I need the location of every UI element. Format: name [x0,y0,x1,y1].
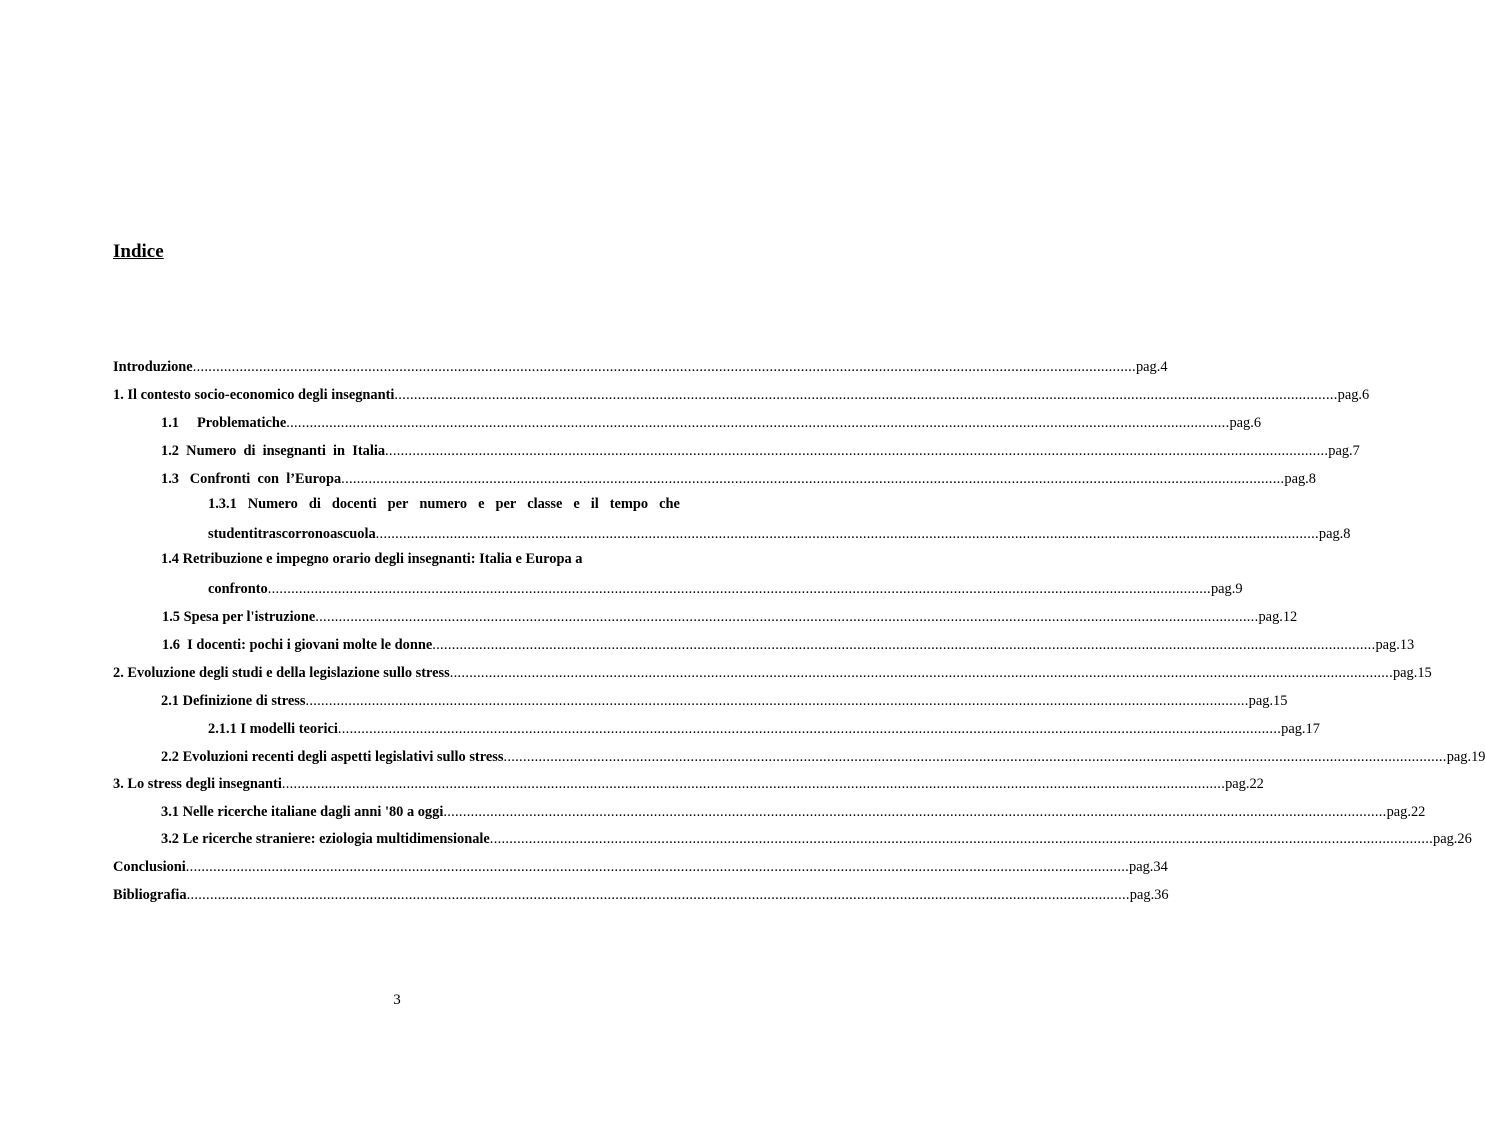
word: trascorrono [257,526,331,542]
toc-entry-page: pag.15 [1392,665,1432,681]
word: per [495,496,517,512]
toc-entry-label: 3. Lo stress degli insegnanti [113,776,282,792]
toc-entry-page: pag.22 [1386,804,1426,820]
toc-entry-label: 1.1 Problematiche [161,415,287,431]
toc-entry-1-2[interactable] [161,438,1360,460]
word: che [659,496,680,512]
toc-entry-page: pag.22 [1225,776,1264,792]
toc-entry-page: pag.7 [1328,443,1360,459]
toc-entry-conclusioni[interactable] [113,854,1168,876]
toc-entry-page: pag.9 [1210,581,1243,597]
toc-entry-label: confronto [208,581,268,597]
toc-entry-page: pag.6 [1337,387,1370,403]
dot-leader: .................................................................................................................................................................................................................................................. [185,859,1130,875]
word: Numero [247,496,298,512]
toc-entry-introduzione[interactable] [113,354,1168,376]
dot-leader: .................................................................................................................................................................................................................................................. [286,415,1230,431]
toc-entry-label: 1.5 Spesa per l'istruzione [162,609,316,625]
word: per [387,496,409,512]
toc-entry-1-6[interactable] [162,632,1415,654]
toc-entry-page: pag.34 [1129,859,1168,875]
dot-leader: .................................................................................................................................................................................................................................................. [503,749,1447,765]
toc-entry-page: pag.36 [1129,887,1169,903]
dot-leader: .................................................................................................................................................................................................................................................. [337,721,1282,737]
toc-entry-label: Conclusioni [113,859,186,875]
toc-entry-1-3-1-line1[interactable] [208,496,680,513]
toc-entry-label: Introduzione [113,359,193,375]
dot-leader: .................................................................................................................................................................................................................................................. [281,776,1226,792]
toc-entry-chapter-1[interactable] [113,382,1370,404]
toc-entry-1-4-line1[interactable]: 1.4 Retribuzione e impegno orario degli insegnanti: Italia e Europa a [161,551,583,567]
word: numero [419,496,468,512]
toc-entry-label [208,526,376,543]
toc-entry-label: 1.3 Confronti con l’Europa [161,471,342,487]
word: e [573,496,580,512]
toc-entry-label: 2.2 Evoluzioni recenti degli aspetti legislativi sullo stress [161,749,504,765]
page-title: Indice [113,241,164,262]
toc-entry-page: pag.17 [1281,721,1320,737]
toc-entry-page: pag.4 [1135,359,1168,375]
toc-entry-1-3[interactable] [161,466,1316,488]
toc-entry-chapter-3[interactable] [113,771,1264,793]
toc-entry-1-1[interactable] [161,410,1262,432]
toc-entry-label: 3.1 Nelle ricerche italiane dagli anni '80 a oggi [161,804,444,820]
toc-entry-bibliografia[interactable] [113,882,1169,904]
toc-entry-label: 3.2 Le ricerche straniere: eziologia multidimensionale [161,831,490,847]
dot-leader: .................................................................................................................................................................................................................................................. [394,387,1338,403]
dot-leader: .................................................................................................................................................................................................................................................. [375,526,1319,542]
word: docenti [331,496,377,512]
toc-entry-2-1-1[interactable] [208,716,1320,738]
word: studenti [208,526,258,542]
toc-entry-page: pag.8 [1284,471,1316,487]
toc-entry-label: 1.2 Numero di insegnanti in Italia [161,443,386,459]
word: scuola [337,526,376,542]
dot-leader: .................................................................................................................................................................................................................................................. [443,804,1387,820]
toc-entry-3-2[interactable] [161,826,1472,848]
word: 1.3.1 [208,496,237,512]
dot-leader: .................................................................................................................................................................................................................................................. [315,609,1259,625]
word: tempo [609,496,649,512]
word: a [330,526,338,542]
dot-leader: .................................................................................................................................................................................................................................................. [341,471,1285,487]
toc-entry-label: 2. Evoluzione degli studi e della legislazione sullo stress [113,665,450,681]
toc-entry-2-1[interactable] [161,688,1288,710]
word: il [590,496,599,512]
toc-entry-page: pag.8 [1318,526,1351,542]
word: e [478,496,485,512]
toc-entry-page: pag.6 [1229,415,1262,431]
word: di [308,496,321,512]
dot-leader: .................................................................................................................................................................................................................................................. [267,581,1211,597]
dot-leader: .................................................................................................................................................................................................................................................. [186,887,1130,903]
dot-leader: .................................................................................................................................................................................................................................................. [489,831,1434,847]
toc-entry-page: pag.19 [1446,749,1485,765]
dot-leader: .................................................................................................................................................................................................................................................. [432,637,1376,653]
dot-leader: .................................................................................................................................................................................................................................................. [192,359,1136,375]
dot-leader: .................................................................................................................................................................................................................................................. [305,693,1249,709]
toc-entry-page: pag.13 [1375,637,1415,653]
dot-leader: .................................................................................................................................................................................................................................................. [385,443,1329,459]
toc-entry-label: 1.6 I docenti: pochi i giovani molte le donne [162,637,433,653]
toc-entry-label: 2.1 Definizione di stress [161,693,306,709]
toc-entry-1-5[interactable] [162,604,1298,626]
toc-entry-label: Bibliografia [113,887,187,903]
toc-entry-3-1[interactable] [161,799,1426,821]
dot-leader: .................................................................................................................................................................................................................................................. [449,665,1393,681]
toc-entry-page: pag.26 [1433,831,1472,847]
toc-entry-chapter-2[interactable] [113,660,1432,682]
toc-entry-page: pag.12 [1258,609,1298,625]
toc-entry-1-4-line2[interactable] [208,576,1243,598]
toc-entry-page: pag.15 [1248,693,1288,709]
toc-entry-label: 1. Il contesto socio-economico degli insegnanti [113,387,395,403]
page-number: 3 [393,992,401,1008]
toc-entry-2-2[interactable] [161,744,1485,766]
word: classe [527,496,563,512]
toc-entry-label: 2.1.1 I modelli teorici [208,721,338,737]
toc-entry-1-3-1-line2[interactable] [208,521,1351,543]
